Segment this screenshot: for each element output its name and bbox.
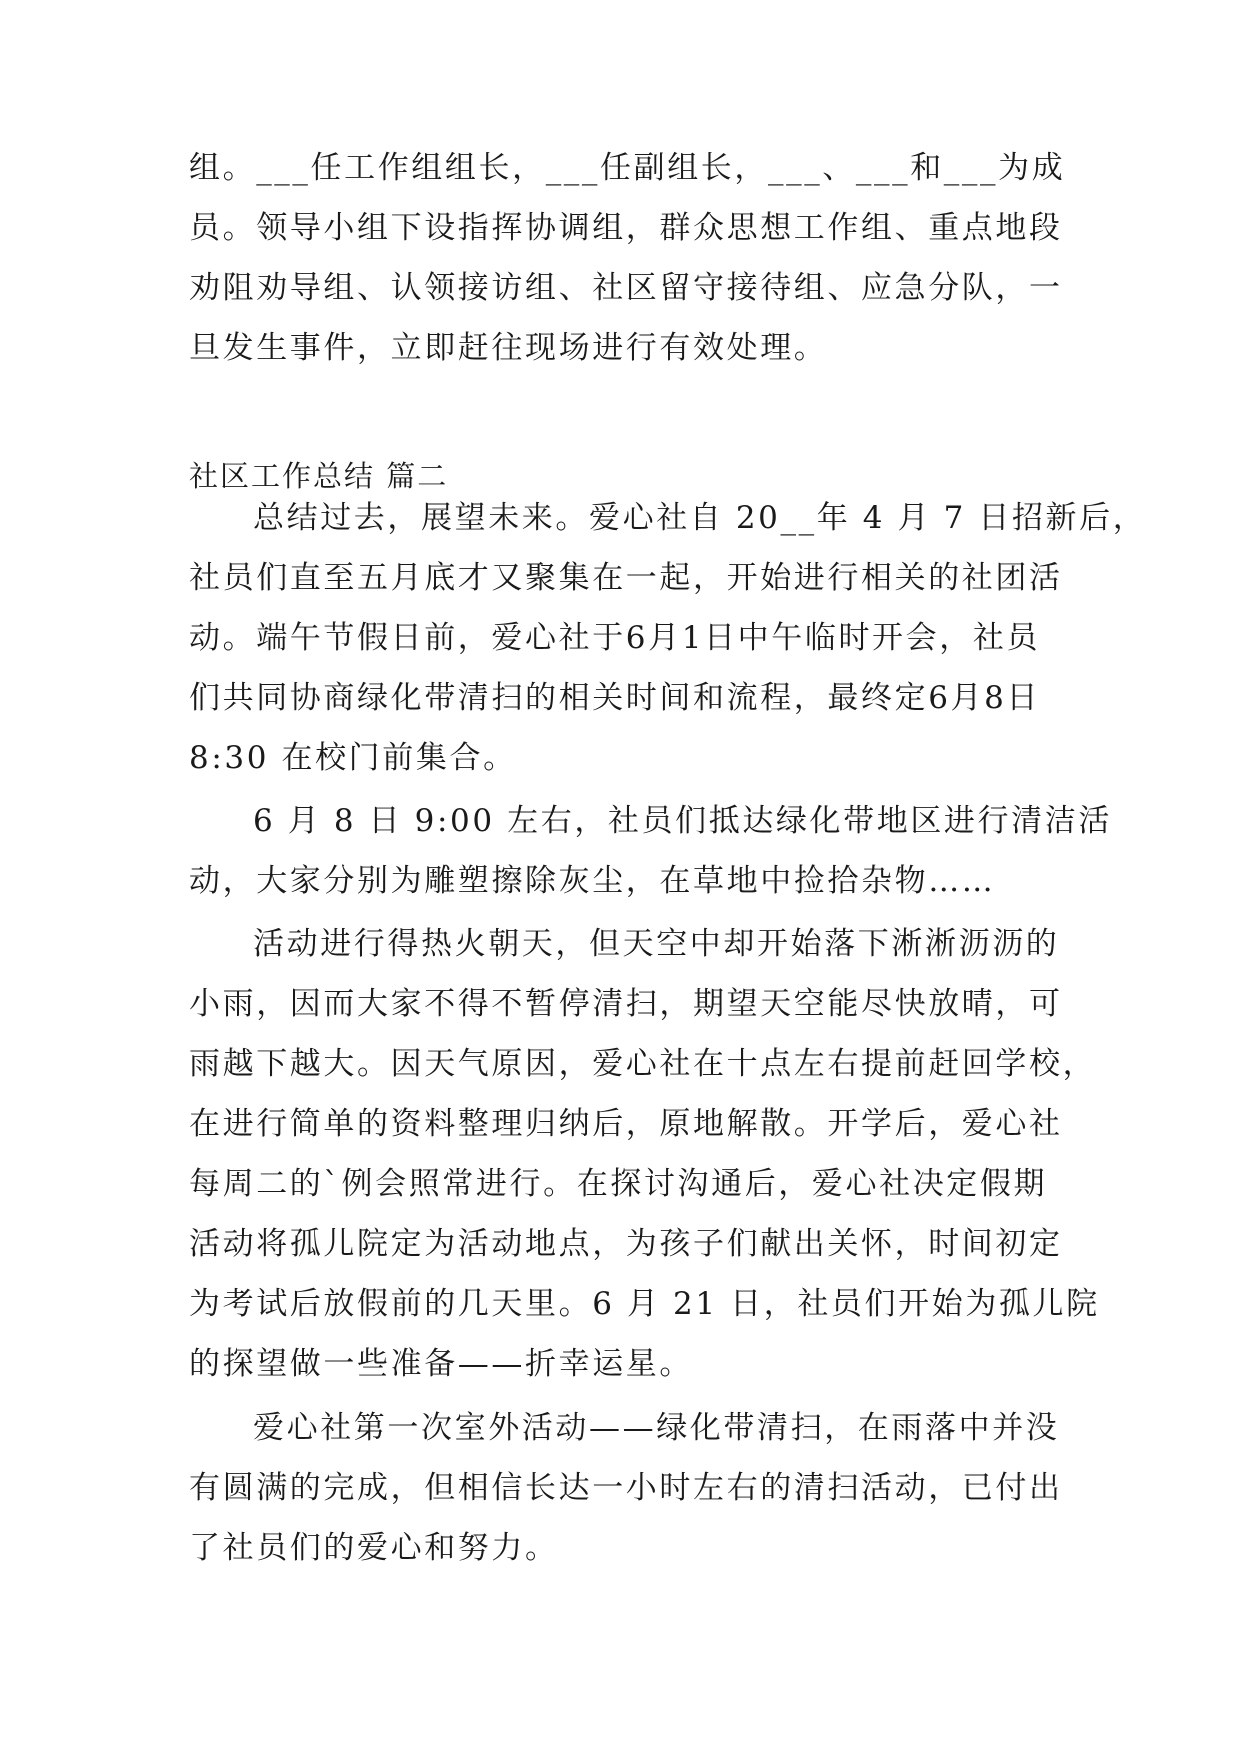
text-line: 雨越下越大。因天气原因，爱心社在十点左右提前赶回学校，: [189, 1046, 1097, 1082]
text-line: 员。领导小组下设指挥协调组，群众思想工作组、重点地段: [189, 210, 1063, 246]
paragraph-1: [189, 488, 1147, 788]
text-line: 8:30 在校门前集合。: [189, 740, 517, 776]
text-line: 有圆满的完成，但相信长达一小时左右的清扫活动，已付出: [189, 1470, 1063, 1506]
text-line: 活动进行得热火朝天，但天空中却开始落下淅淅沥沥的: [253, 926, 1060, 962]
section-title: 社区工作总结 篇二: [189, 459, 449, 493]
intro-paragraph: [189, 138, 1066, 378]
text-line: 劝阻劝导组、认领接访组、社区留守接待组、应急分队，一: [189, 270, 1063, 306]
text-line: 每周二的`例会照常进行。在探讨沟通后，爱心社决定假期: [189, 1166, 1048, 1202]
paragraph-3: [189, 914, 1100, 1394]
text-line: 爱心社第一次室外活动——绿化带清扫，在雨落中并没: [253, 1410, 1060, 1446]
paragraph-4: [189, 1398, 1063, 1578]
text-line: 小雨，因而大家不得不暂停清扫，期望天空能尽快放晴，可: [189, 986, 1063, 1022]
text-line: 动，大家分别为雕塑擦除灰尘，在草地中捡拾杂物……: [189, 863, 996, 899]
text-line: 总结过去，展望未来。爱心社自 20__年 4 月 7 日招新后，: [253, 500, 1147, 536]
text-line: 6 月 8 日 9:00 左右，社员们抵达绿化带地区进行清洁活: [253, 803, 1112, 839]
text-line: 在进行简单的资料整理归纳后，原地解散。开学后，爱心社: [189, 1106, 1063, 1142]
paragraph-2: [189, 791, 1112, 911]
text-line: 动。端午节假日前，爱心社于6月1日中午临时开会，社员: [189, 620, 1041, 656]
text-line: 了社员们的爱心和努力。: [189, 1530, 559, 1566]
text-line: 组。___任工作组组长，___任副组长，___、___和___为成: [189, 150, 1066, 186]
text-line: 旦发生事件，立即赶往现场进行有效处理。: [189, 330, 828, 366]
text-line: 社员们直至五月底才又聚集在一起，开始进行相关的社团活: [189, 560, 1063, 596]
text-line: 活动将孤儿院定为活动地点，为孩子们献出关怀，时间初定: [189, 1226, 1063, 1262]
text-line: 的探望做一些准备——折幸运星。: [189, 1346, 693, 1382]
text-line: 为考试后放假前的几天里。6 月 21 日，社员们开始为孤儿院: [189, 1286, 1100, 1322]
document-page: [189, 0, 1147, 1754]
text-line: 们共同协商绿化带清扫的相关时间和流程，最终定6月8日: [189, 680, 1041, 716]
